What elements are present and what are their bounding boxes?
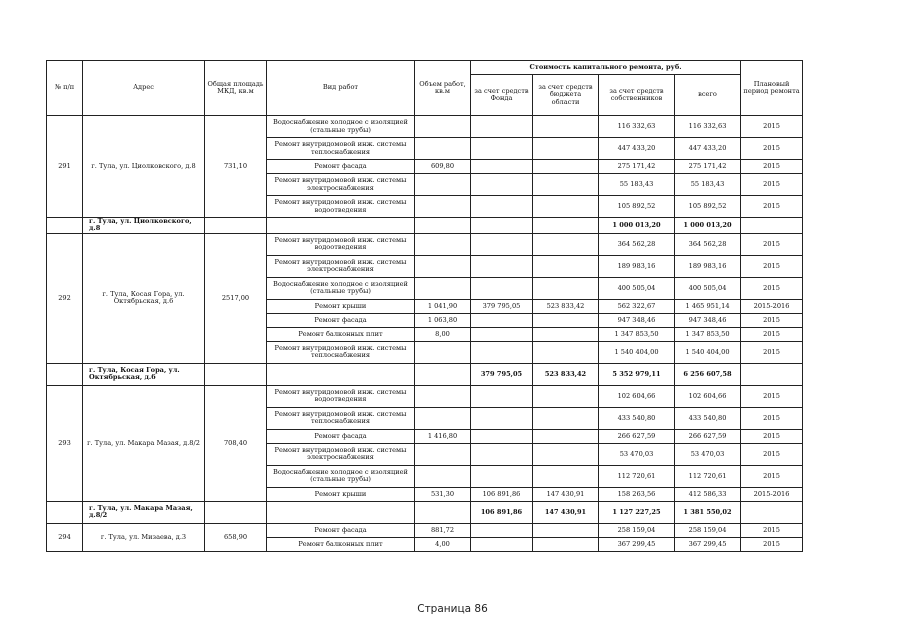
cell-period: 2015-2016 [741,487,803,501]
cell-volume: 531,30 [415,487,471,501]
cell-region [533,255,599,277]
cell-fund [471,407,533,429]
cell-owners: 105 892,52 [599,196,675,218]
header-volume: Объем работ, кв.м [415,61,471,116]
cell-period: 2015 [741,523,803,537]
cell-owners: 189 983,16 [599,255,675,277]
cell-period: 2015 [741,537,803,551]
cell-total: 947 348,46 [675,313,741,327]
row-area: 708,40 [205,385,267,501]
cell-volume [415,116,471,138]
capital-repair-table-sheet [46,60,802,552]
cell-fund [471,233,533,255]
summary-owners: 5 352 979,11 [599,363,675,385]
cell-work: Ремонт внутридомовой инж. системы водоотведения [267,196,415,218]
cell-work: Ремонт внутридомовой инж. системы водоотведения [267,233,415,255]
cell-total: 275 171,42 [675,160,741,174]
cell-region [533,277,599,299]
summary-area-empty [205,218,267,234]
summary-row [47,501,803,523]
cell-period: 2015 [741,233,803,255]
cell-owners: 266 627,59 [599,429,675,443]
summary-num-empty [47,501,83,523]
cell-total: 189 983,16 [675,255,741,277]
cell-owners: 53 470,03 [599,443,675,465]
cell-region [533,341,599,363]
header-owners: за счет средств собственников [599,75,675,116]
summary-volume-empty [415,501,471,523]
cell-fund [471,327,533,341]
cell-owners: 275 171,42 [599,160,675,174]
cell-total: 412 586,33 [675,487,741,501]
cell-region [533,174,599,196]
cell-work: Ремонт внутридомовой инж. системы электроснабжения [267,174,415,196]
cell-fund [471,341,533,363]
cell-owners: 433 540,80 [599,407,675,429]
cell-fund [471,537,533,551]
table-row [47,233,803,255]
table-row [47,385,803,407]
cell-work: Ремонт внутридомовой инж. системы электроснабжения [267,255,415,277]
row-address: г. Тула, ул. Мизаева, д.3 [83,523,205,551]
cell-volume [415,277,471,299]
cell-region: 147 430,91 [533,487,599,501]
cell-region [533,233,599,255]
header-period: Плановый период ремонта [741,61,803,116]
cell-total: 1 465 951,14 [675,299,741,313]
cell-fund [471,385,533,407]
summary-volume-empty [415,218,471,234]
table-row [47,116,803,138]
summary-address: г. Тула, ул. Макара Мазая, д.8/2 [83,501,205,523]
cell-total: 1 540 404,00 [675,341,741,363]
cell-fund [471,160,533,174]
header-fund: за счет средств Фонда [471,75,533,116]
row-num: 292 [47,233,83,363]
cell-period: 2015-2016 [741,299,803,313]
cell-volume [415,465,471,487]
cell-work: Ремонт крыши [267,487,415,501]
header-region: за счет средств бюджета области [533,75,599,116]
cell-region [533,327,599,341]
header-address: Адрес [83,61,205,116]
header-total: всего [675,75,741,116]
cell-period: 2015 [741,277,803,299]
cell-work: Водоснабжение холодное с изоляцией (стальные трубы) [267,465,415,487]
cell-total: 367 299,45 [675,537,741,551]
cell-period: 2015 [741,327,803,341]
cell-fund [471,255,533,277]
cell-volume [415,233,471,255]
cell-fund [471,313,533,327]
summary-period-empty [741,501,803,523]
summary-region: 147 430,91 [533,501,599,523]
cell-work: Ремонт фасада [267,523,415,537]
cell-owners: 55 183,43 [599,174,675,196]
header-work: Вид работ [267,61,415,116]
cell-total: 1 347 853,50 [675,327,741,341]
summary-region: 523 833,42 [533,363,599,385]
row-area: 731,10 [205,116,267,218]
cell-region [533,523,599,537]
cell-owners: 367 299,45 [599,537,675,551]
summary-fund [471,218,533,234]
cell-region [533,313,599,327]
cell-total: 258 159,04 [675,523,741,537]
cell-work: Ремонт внутридомовой инж. системы водоотведения [267,385,415,407]
cell-owners: 447 433,20 [599,138,675,160]
summary-fund: 106 891,86 [471,501,533,523]
summary-owners: 1 127 227,25 [599,501,675,523]
cell-volume [415,443,471,465]
cell-volume [415,385,471,407]
header-area: Общая площадь МКД, кв.м [205,61,267,116]
cell-period: 2015 [741,429,803,443]
summary-region [533,218,599,234]
cell-owners: 400 505,04 [599,277,675,299]
cell-total: 400 505,04 [675,277,741,299]
header-cost-group: Стоимость капитального ремонта, руб. [471,61,741,75]
summary-fund: 379 795,05 [471,363,533,385]
cell-owners: 112 720,61 [599,465,675,487]
cell-volume: 881,72 [415,523,471,537]
cell-owners: 116 332,63 [599,116,675,138]
row-area: 2517,00 [205,233,267,363]
summary-num-empty [47,218,83,234]
table-body [47,116,803,552]
cell-volume: 1 063,80 [415,313,471,327]
cell-volume: 4,00 [415,537,471,551]
page-number: Страница 86 [417,603,488,615]
cell-region [533,407,599,429]
cell-region [533,385,599,407]
summary-total: 6 256 607,58 [675,363,741,385]
cell-fund [471,277,533,299]
cell-period: 2015 [741,160,803,174]
cell-region [533,138,599,160]
cell-work: Ремонт внутридомовой инж. системы теплоснабжения [267,341,415,363]
cell-period: 2015 [741,174,803,196]
cell-region [533,443,599,465]
cell-work: Ремонт фасада [267,313,415,327]
cell-work: Ремонт внутридомовой инж. системы теплоснабжения [267,407,415,429]
cell-volume [415,255,471,277]
cell-work: Ремонт крыши [267,299,415,313]
summary-work-empty [267,218,415,234]
row-num: 291 [47,116,83,218]
capital-repair-table [46,60,803,552]
row-area: 658,90 [205,523,267,551]
cell-period: 2015 [741,313,803,327]
cell-region [533,196,599,218]
cell-region [533,537,599,551]
table-row [47,523,803,537]
summary-period-empty [741,218,803,234]
cell-total: 116 332,63 [675,116,741,138]
cell-fund: 379 795,05 [471,299,533,313]
cell-volume [415,196,471,218]
row-num: 293 [47,385,83,501]
cell-fund [471,196,533,218]
cell-work: Водоснабжение холодное с изоляцией (стальные трубы) [267,116,415,138]
cell-volume: 1 416,80 [415,429,471,443]
cell-owners: 1 347 853,50 [599,327,675,341]
cell-volume [415,407,471,429]
cell-fund [471,523,533,537]
cell-total: 112 720,61 [675,465,741,487]
cell-owners: 158 263,56 [599,487,675,501]
cell-period: 2015 [741,255,803,277]
cell-fund [471,138,533,160]
cell-work: Ремонт фасада [267,429,415,443]
summary-address: г. Тула, Косая Гора, ул. Октябрьская, д.6 [83,363,205,385]
cell-work: Ремонт балконных плит [267,537,415,551]
cell-work: Ремонт внутридомовой инж. системы электроснабжения [267,443,415,465]
cell-region [533,465,599,487]
cell-volume: 609,80 [415,160,471,174]
cell-region [533,116,599,138]
cell-work: Водоснабжение холодное с изоляцией (стальные трубы) [267,277,415,299]
cell-period: 2015 [741,443,803,465]
cell-total: 266 627,59 [675,429,741,443]
cell-fund [471,465,533,487]
cell-work: Ремонт внутридомовой инж. системы теплоснабжения [267,138,415,160]
cell-volume: 8,00 [415,327,471,341]
cell-volume: 1 041,90 [415,299,471,313]
cell-total: 364 562,28 [675,233,741,255]
cell-owners: 102 604,66 [599,385,675,407]
cell-total: 102 604,66 [675,385,741,407]
summary-num-empty [47,363,83,385]
summary-row [47,218,803,234]
cell-total: 53 470,03 [675,443,741,465]
cell-total: 105 892,52 [675,196,741,218]
summary-address: г. Тула, ул. Циолковского, д.8 [83,218,205,234]
cell-total: 447 433,20 [675,138,741,160]
cell-period: 2015 [741,465,803,487]
cell-work: Ремонт фасада [267,160,415,174]
summary-work-empty [267,501,415,523]
summary-owners: 1 000 013,20 [599,218,675,234]
summary-work-empty [267,363,415,385]
row-address: г. Тула, Косая Гора, ул. Октябрьская, д.6 [83,233,205,363]
cell-period: 2015 [741,385,803,407]
cell-period: 2015 [741,138,803,160]
cell-fund [471,174,533,196]
cell-total: 433 540,80 [675,407,741,429]
summary-total: 1 381 550,02 [675,501,741,523]
summary-volume-empty [415,363,471,385]
cell-owners: 562 322,67 [599,299,675,313]
summary-period-empty [741,363,803,385]
cell-period: 2015 [741,116,803,138]
cell-fund [471,429,533,443]
cell-fund: 106 891,86 [471,487,533,501]
summary-row [47,363,803,385]
cell-total: 55 183,43 [675,174,741,196]
summary-area-empty [205,501,267,523]
cell-period: 2015 [741,407,803,429]
cell-volume [415,174,471,196]
cell-fund [471,443,533,465]
cell-volume [415,341,471,363]
cell-work: Ремонт балконных плит [267,327,415,341]
cell-owners: 947 348,46 [599,313,675,327]
summary-total: 1 000 013,20 [675,218,741,234]
row-address: г. Тула, ул. Циолковского, д.8 [83,116,205,218]
summary-area-empty [205,363,267,385]
cell-region [533,429,599,443]
cell-period: 2015 [741,341,803,363]
row-address: г. Тула, ул. Макара Мазая, д.8/2 [83,385,205,501]
cell-volume [415,138,471,160]
cell-region [533,160,599,174]
row-num: 294 [47,523,83,551]
cell-period: 2015 [741,196,803,218]
cell-region: 523 833,42 [533,299,599,313]
header-num: № п/п [47,61,83,116]
cell-owners: 258 159,04 [599,523,675,537]
cell-fund [471,116,533,138]
cell-owners: 364 562,28 [599,233,675,255]
cell-owners: 1 540 404,00 [599,341,675,363]
